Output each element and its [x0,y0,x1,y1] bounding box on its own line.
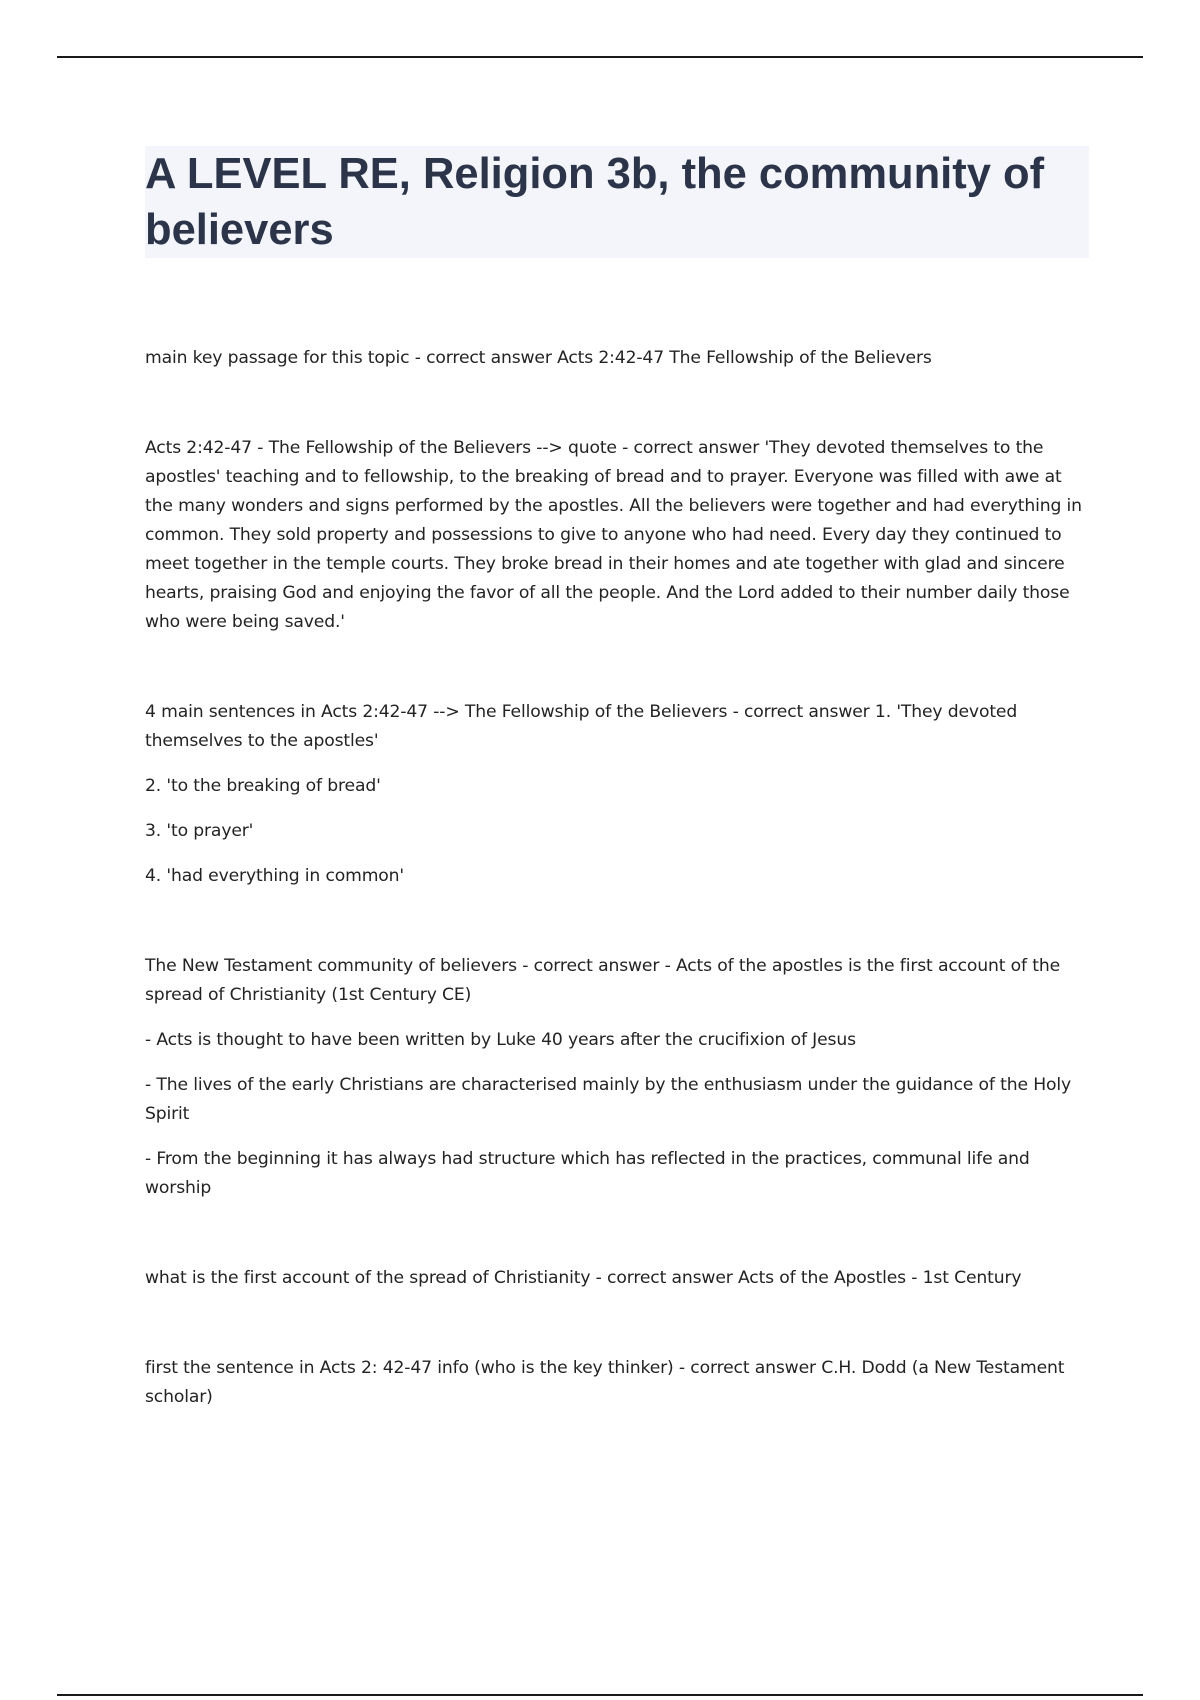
flashcard-entry [145,952,1090,1203]
entry-subline: - The lives of the early Christians are characterised mainly by the enthusiasm under the guidance of the Holy Spirit [145,1075,1071,1124]
entry-text: Acts 2:42-47 - The Fellowship of the Believers --> quote - correct answer 'They devoted themselves to the apostles' teaching and to fellowship, to the breaking of bread and to prayer. Everyone was filled with awe at the many wonders and signs performed by the apostles. All the believers were together and had everything in common. They sold property and possessions to give to anyone who had need. Every day they continued to meet together in the temple courts. They broke bread in their homes and ate together with glad and sincere hearts, praising God and enjoying the favor of all the people. And the Lord added to their number daily those who were being saved.' [145,438,1082,632]
entry-text: first the sentence in Acts 2: 42-47 info (who is the key thinker) - correct answer C.H. Dodd (a New Testament scholar) [145,1358,1065,1407]
entry-text: The New Testament community of believers - correct answer - Acts of the apostles is the first account of the spread of Christianity (1st Century CE) [145,956,1061,1005]
flashcard-list [145,344,1090,1473]
entry-subline: - Acts is thought to have been written by Luke 40 years after the crucifixion of Jesus [145,1030,856,1050]
entry-subline: 3. 'to prayer' [145,821,254,841]
flashcard-entry [145,1354,1090,1412]
flashcard-entry [145,344,1090,373]
flashcard-entry [145,1264,1090,1293]
page-title: A LEVEL RE, Religion 3b, the community of believers [145,150,1045,254]
bottom-divider [57,1694,1143,1696]
entry-text: what is the first account of the spread of Christianity - correct answer Acts of the Apostles - 1st Century [145,1268,1022,1288]
flashcard-entry [145,434,1090,637]
entry-subline: - From the beginning it has always had structure which has reflected in the practices, communal life and worship [145,1149,1030,1198]
top-divider [57,56,1143,58]
entry-subline: 2. 'to the breaking of bread' [145,776,381,796]
flashcard-entry [145,698,1090,891]
entry-text: main key passage for this topic - correct answer Acts 2:42-47 The Fellowship of the Believers [145,348,932,368]
entry-text: 4 main sentences in Acts 2:42-47 --> The Fellowship of the Believers - correct answer 1. 'They devoted themselves to the apostles' [145,702,1018,751]
entry-subline: 4. 'had everything in common' [145,866,404,886]
